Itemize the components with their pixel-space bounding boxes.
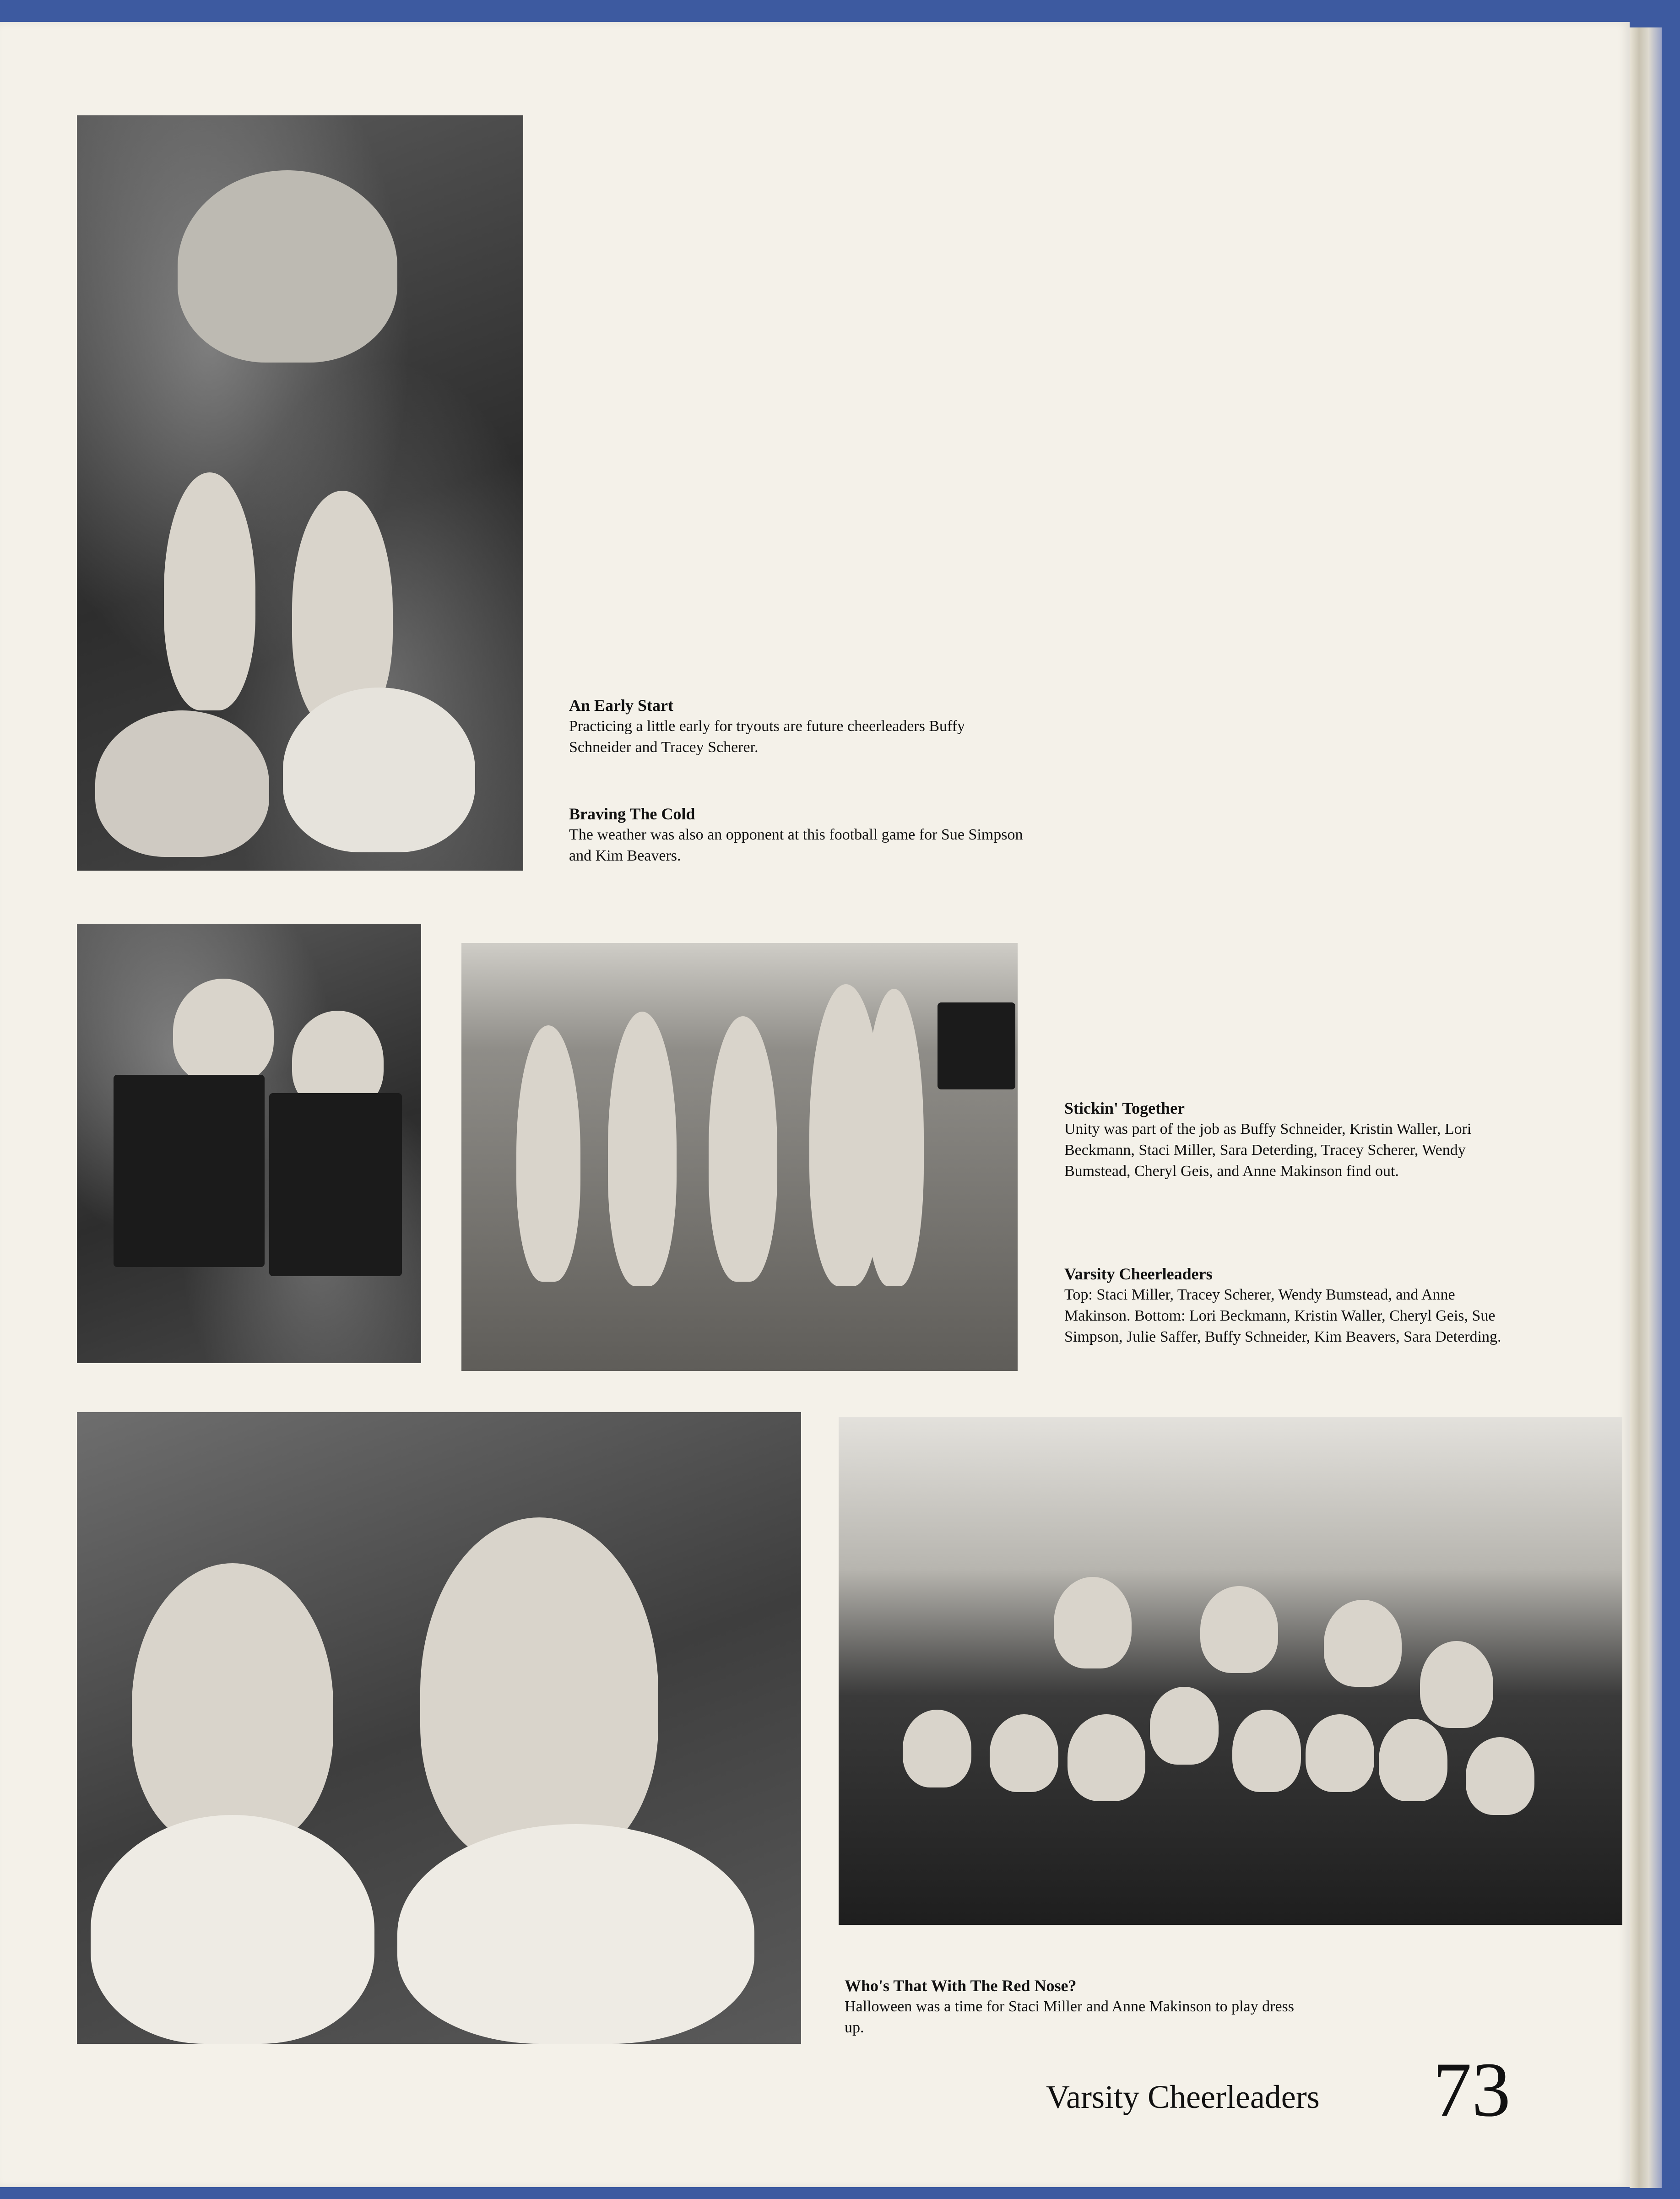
caption-early-start [569,695,1027,758]
caption-title: Braving The Cold [569,805,695,823]
caption-title: Stickin' Together [1064,1099,1185,1117]
caption-text: Unity was part of the job as Buffy Schneider, Kristin Waller, Lori Beckmann, Staci Miller, Sara Deterding, Tracey Scherer, Wendy Bumstead, Cheryl Geis, and Anne Makinson find out. [1064,1121,1472,1180]
caption-text: The weather was also an opponent at this football game for Sue Simpson and Kim Beavers. [569,826,1023,864]
book-spine-edge [1630,27,1662,2188]
caption-title: An Early Start [569,696,673,715]
caption-red-nose [845,1975,1302,2038]
caption-stickin-together [1064,1098,1522,1182]
page-number: 73 [1433,2047,1511,2133]
photo-braving-cold [77,924,421,1363]
section-label: Varsity Cheerleaders [1046,2079,1320,2115]
caption-braving-cold [569,803,1027,867]
caption-title: Varsity Cheerleaders [1064,1265,1213,1283]
caption-varsity-cheerleaders [1064,1263,1522,1348]
caption-text: Top: Staci Miller, Tracey Scherer, Wendy Bumstead, and Anne Makinson. Bottom: Lori Beckmann, Kristin Waller, Cheryl Geis, Sue Simpson, Julie Saffer, Buffy Schneider, Kim Beavers, Sara Deterding. [1064,1286,1501,1345]
caption-title: Who's That With The Red Nose? [845,1977,1077,1995]
photo-red-nose [77,1412,801,2044]
photo-varsity-squad [839,1417,1622,1925]
photo-stickin-together [461,943,1018,1371]
caption-text: Halloween was a time for Staci Miller and Anne Makinson to play dress up. [845,1998,1294,2036]
photo-early-start [77,115,523,871]
caption-text: Practicing a little early for tryouts are future cheerleaders Buffy Schneider and Tracey Scherer. [569,718,965,756]
